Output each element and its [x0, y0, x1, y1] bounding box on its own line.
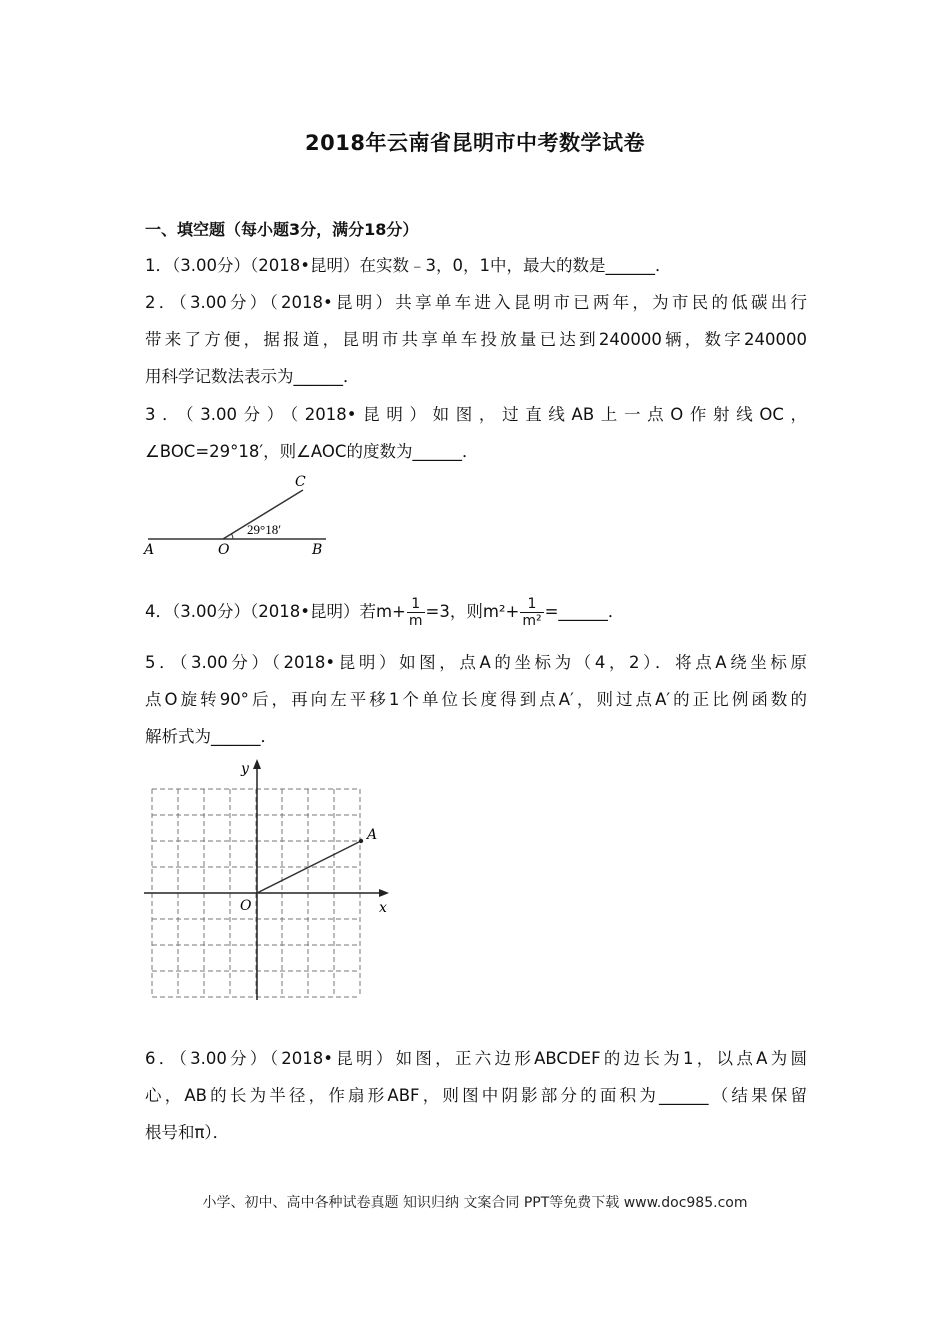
question-3-line-2: ∠BOC=29°18′，则∠AOC的度数为______．	[145, 442, 479, 461]
point-a	[359, 839, 363, 843]
question-5-line-3: 解析式为______．	[145, 727, 277, 746]
question-3	[145, 396, 807, 470]
question-4-suffix: =______．	[544, 602, 625, 621]
question-2-line-1: 2．（3.00分）（2018•昆明）共享单车进入昆明市已两年，为市民的低碳出行	[145, 293, 807, 312]
angle-arc	[232, 534, 234, 539]
question-5	[145, 644, 807, 755]
y-axis-arrow	[253, 759, 261, 769]
question-4-middle: =3，则m²+	[425, 602, 520, 621]
question-5-line-2: 点O旋转90°后，再向左平移1个单位长度得到点A′，则过点A′的正比例函数的	[145, 690, 807, 709]
question-3-line-1: 3．（3.00分）（2018•昆明）如图，过直线AB上一点O作射线OC，	[145, 405, 807, 424]
angle-figure	[140, 470, 340, 562]
label-o: O	[218, 542, 230, 558]
fraction-1-over-m: $\frac{1}{m}$	[408, 596, 423, 629]
question-4-prefix: 4．（3.00分）（2018•昆明）若m+	[145, 602, 406, 621]
question-6-line-3: 根号和π）．	[145, 1123, 230, 1142]
label-a: A	[144, 542, 155, 558]
question-4	[145, 592, 807, 632]
section-heading: 一、填空题（每小题3分，满分18分）	[145, 220, 419, 239]
label-origin: O	[240, 898, 252, 914]
label-y: y	[241, 761, 249, 777]
label-point-a: A	[367, 827, 378, 843]
label-x: x	[379, 900, 387, 916]
question-6-line-2: 心，AB的长为半径，作扇形ABF，则图中阴影部分的面积为______（结果保留	[145, 1086, 807, 1105]
question-2-line-3: 用科学记数法表示为______．	[145, 367, 360, 386]
footer-watermark: 小学、初中、高中各种试卷真题 知识归纳 文案合同 PPT等免费下载 www.doc985.com	[202, 1195, 748, 1211]
question-6-line-1: 6．（3.00分）（2018•昆明）如图，正六边形ABCDEF的边长为1，以点A为圆	[145, 1049, 807, 1068]
fraction-1-over-m-squared: $\frac{1}{\text{m²}}$	[522, 596, 542, 629]
angle-label: 29°18′	[247, 522, 282, 537]
question-1	[145, 247, 807, 284]
question-2-line-2: 带来了方便，据报道，昆明市共享单车投放量已达到240000辆，数字240000	[145, 330, 807, 349]
page-title: 2018年云南省昆明市中考数学试卷	[305, 131, 645, 155]
question-5-line-1: 5．（3.00分）（2018•昆明）如图，点A的坐标为（4，2）．将点A绕坐标原	[145, 653, 807, 672]
label-b: B	[312, 542, 323, 558]
coordinate-grid-figure	[140, 755, 400, 1010]
label-c: C	[295, 474, 306, 490]
x-axis-arrow	[379, 889, 389, 897]
question-2	[145, 284, 807, 395]
question-6	[145, 1040, 807, 1151]
question-1-line-1: 1．（3.00分）（2018•昆明）在实数﹣3，0，1中，最大的数是______．	[145, 256, 672, 275]
